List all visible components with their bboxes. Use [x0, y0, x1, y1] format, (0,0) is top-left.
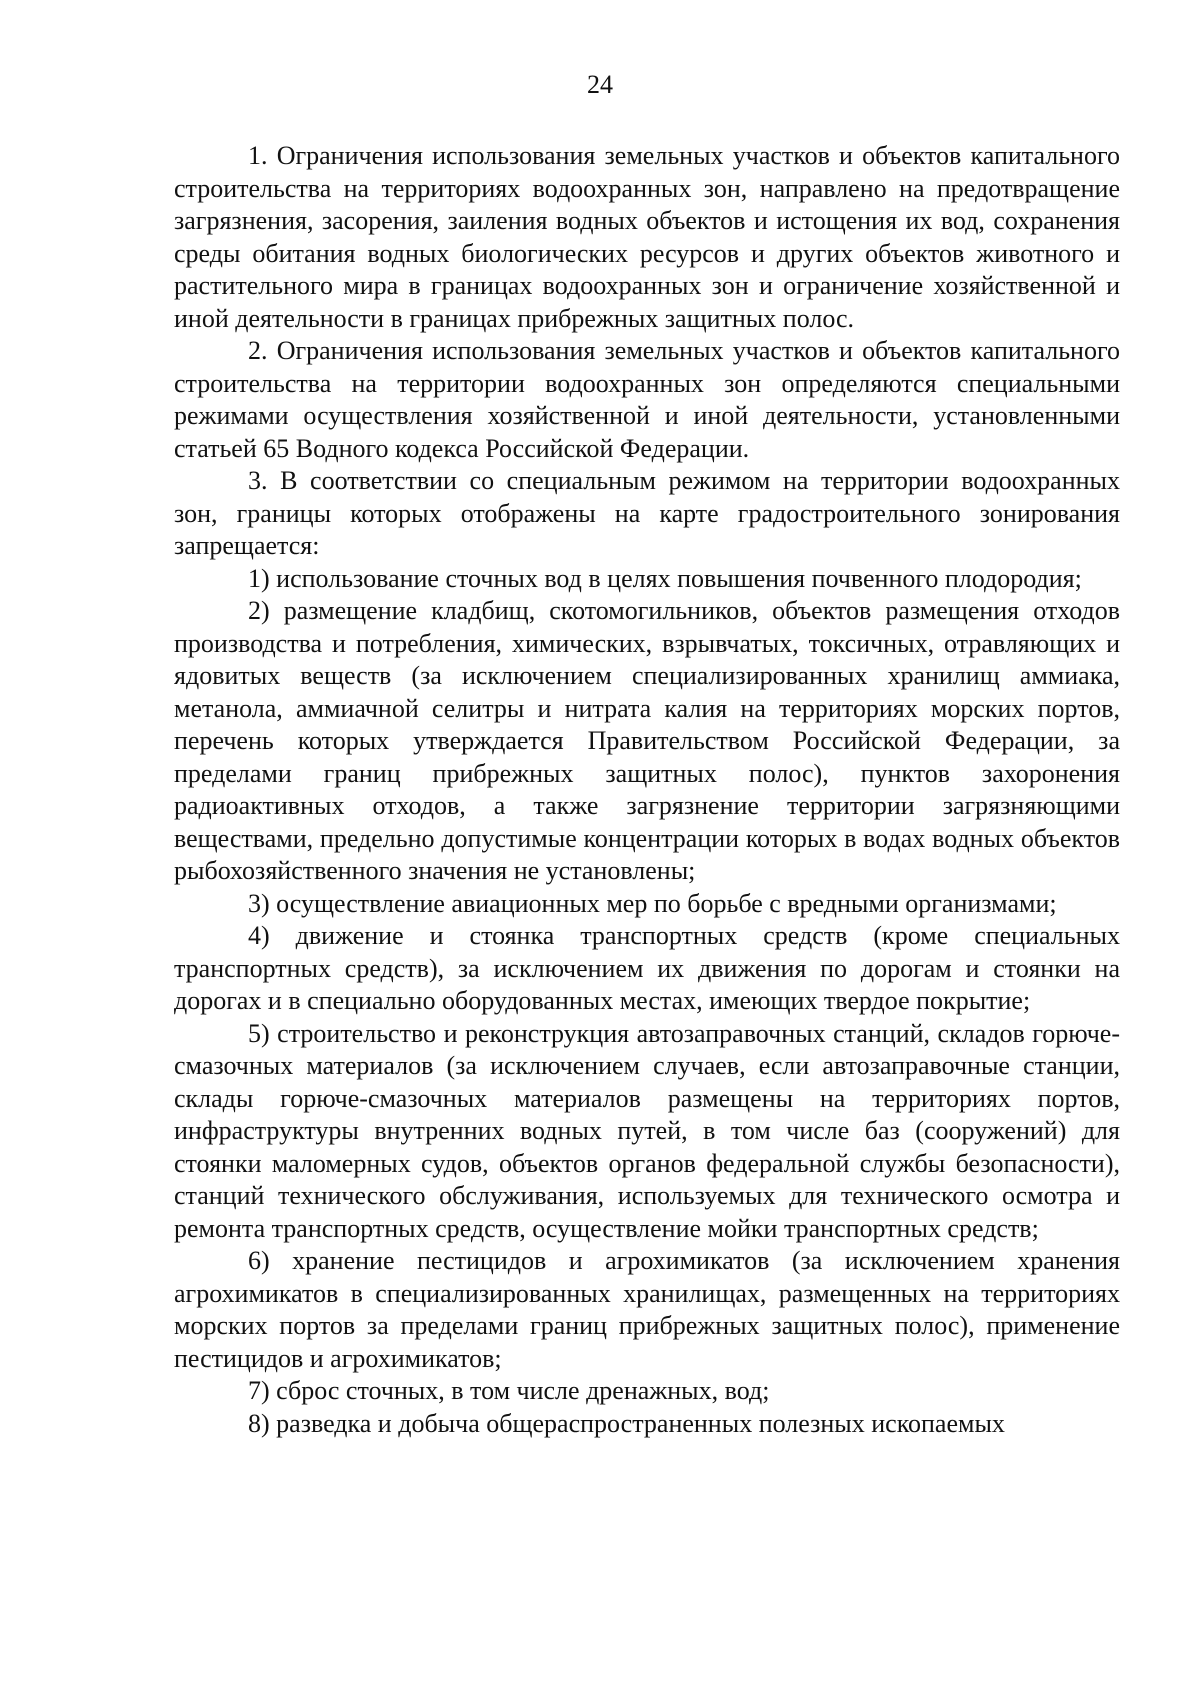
list-item-3: 3) осуществление авиационных мер по борьбе с вредными организмами;: [248, 888, 1057, 918]
list-item-4: 4) движение и стоянка транспортных средств (кроме специальных транспортных средств), за исключением их движения по дорогам и стоянки на дорогах и в специально оборудованных местах, имеющих твердое покрытие;: [174, 921, 1120, 1015]
list-item-8: 8) разведка и добыча общераспространенных полезных ископаемых: [248, 1408, 1005, 1438]
list-item-6: 6) хранение пестицидов и агрохимикатов (за исключением хранения агрохимикатов в специализированных хранилищах, размещенных на территориях морских портов за пределами границ прибрежных защитных полос), применение пестицидов и агрохимикатов;: [174, 1246, 1120, 1373]
paragraph-3: 3. В соответствии со специальным режимом на территории водоохранных зон, границы которых отображены на карте градостроительного зонирования запрещается:: [174, 466, 1120, 560]
list-item-1: 1) использование сточных вод в целях повышения почвенного плодородия;: [248, 563, 1082, 593]
list-item-7: 7) сброс сточных, в том числе дренажных, вод;: [248, 1376, 770, 1405]
list-item-2: 2) размещение кладбищ, скотомогильников, объектов размещения отходов производства и потребления, химических, взрывчатых, токсичных, отравляющих и ядовитых веществ (за исключением специализированных хранилищ аммиака, метанола, аммиачной селитры и нитрата калия на территориях морских портов, перечень которых утверждается Правительством Российской Федерации, за пределами границ прибрежных защитных полос), пунктов захоронения радиоактивных отходов, а также загрязнение территории загрязняющими веществами, предельно допустимые концентрации которых в водах водных объектов рыбохозяйственного значения не установлены;: [174, 596, 1120, 885]
list-item-5: 5) строительство и реконструкция автозаправочных станций, складов горюче-смазочных материалов (за исключением случаев, если автозаправочные станции, склады горюче-смазочных материалов размещены на территориях портов, инфраструктуры внутренних водных путей, в том числе баз (сооружений) для стоянки маломерных судов, объектов органов федеральной службы безопасности), станций технического обслуживания, используемых для технического осмотра и ремонта транспортных средств, осуществление мойки транспортных средств;: [174, 1018, 1120, 1243]
document-body: [174, 140, 1120, 1440]
paragraph-1: 1. Ограничения использования земельных участков и объектов капитального строительства на территориях водоохранных зон, направлено на предотвращение загрязнения, засорения, заиления водных объектов и истощения их вод, сохранения среды обитания водных биологических ресурсов и других объектов животного и растительного мира в границах водоохранных зон и ограничение хозяйственной и иной деятельности в границах прибрежных защитных полос.: [174, 141, 1120, 333]
page-number: 24: [587, 70, 613, 99]
paragraph-2: 2. Ограничения использования земельных участков и объектов капитального строительства на территории водоохранных зон определяются специальными режимами осуществления хозяйственной и иной деятельности, установленными статьей 65 Водного кодекса Российской Федерации.: [174, 336, 1120, 463]
